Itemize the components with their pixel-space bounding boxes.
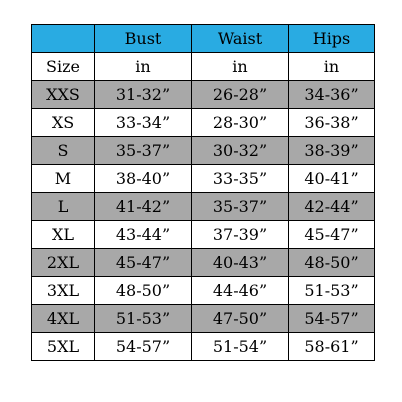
cell-bust: in [95,53,192,81]
cell-waist: 28-30” [192,109,289,137]
cell-size: 3XL [32,277,95,305]
cell-bust: 48-50” [95,277,192,305]
cell-waist: 30-32” [192,137,289,165]
cell-hips: 45-47” [289,221,375,249]
cell-hips: 42-44” [289,193,375,221]
table-row [32,53,375,81]
cell-hips: 36-38” [289,109,375,137]
cell-bust: 45-47” [95,249,192,277]
cell-hips: 38-39” [289,137,375,165]
header-cell-size [32,25,95,53]
cell-waist: in [192,53,289,81]
header-cell-waist: Waist [192,25,289,53]
header-cell-hips: Hips [289,25,375,53]
cell-bust: 51-53” [95,305,192,333]
cell-hips: 54-57” [289,305,375,333]
header-row [32,25,375,53]
cell-hips: 34-36” [289,81,375,109]
cell-waist: 35-37” [192,193,289,221]
cell-bust: 31-32” [95,81,192,109]
table-row [32,277,375,305]
cell-waist: 37-39” [192,221,289,249]
cell-size: S [32,137,95,165]
table-row [32,81,375,109]
cell-bust: 41-42” [95,193,192,221]
cell-waist: 26-28” [192,81,289,109]
cell-size: M [32,165,95,193]
cell-bust: 38-40” [95,165,192,193]
cell-hips: 51-53” [289,277,375,305]
cell-bust: 33-34” [95,109,192,137]
size-chart-table [31,24,375,361]
cell-waist: 33-35” [192,165,289,193]
table-row [32,109,375,137]
cell-bust: 35-37” [95,137,192,165]
cell-waist: 51-54” [192,333,289,361]
table-body [32,53,375,361]
table-row [32,193,375,221]
cell-size: XXS [32,81,95,109]
cell-hips: in [289,53,375,81]
cell-waist: 47-50” [192,305,289,333]
cell-bust: 54-57” [95,333,192,361]
table-row [32,165,375,193]
cell-size: XL [32,221,95,249]
cell-size: 5XL [32,333,95,361]
size-chart [31,24,375,361]
table-row [32,221,375,249]
cell-hips: 40-41” [289,165,375,193]
cell-waist: 40-43” [192,249,289,277]
table-row [32,333,375,361]
cell-size: XS [32,109,95,137]
header-cell-bust: Bust [95,25,192,53]
cell-waist: 44-46” [192,277,289,305]
cell-bust: 43-44” [95,221,192,249]
cell-size: Size [32,53,95,81]
cell-size: L [32,193,95,221]
cell-size: 4XL [32,305,95,333]
cell-hips: 58-61” [289,333,375,361]
cell-hips: 48-50” [289,249,375,277]
table-row [32,137,375,165]
table-row [32,305,375,333]
cell-size: 2XL [32,249,95,277]
table-row [32,249,375,277]
